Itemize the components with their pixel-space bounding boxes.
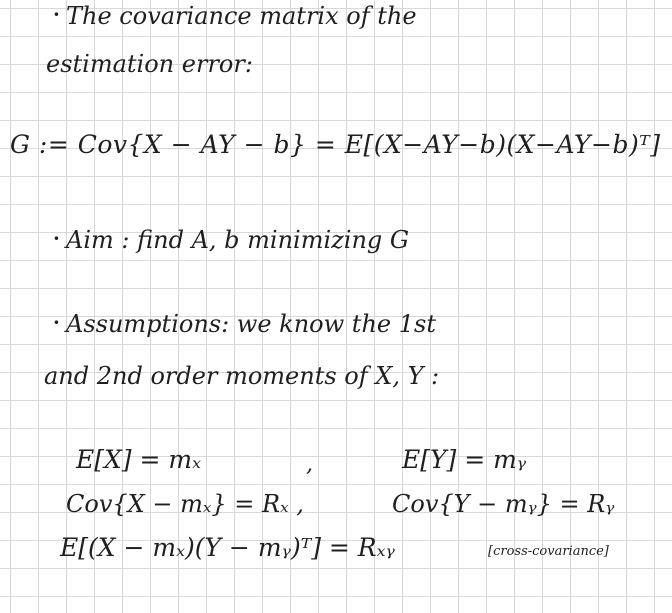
covariance-definition-equation: G := Cov{X − AY − b} = E[(X−AY−b)(X−AY−b)ᵀ]: [10, 130, 661, 159]
mean-x-equation: E[X] = mₓ: [76, 445, 201, 474]
heading-line-2: estimation error:: [46, 50, 253, 78]
cov-x-equation: Cov{X − mₓ} = Rₓ ,: [66, 490, 304, 518]
mean-separator: ,: [306, 452, 313, 477]
cov-y-equation: Cov{Y − mᵧ} = Rᵧ: [392, 490, 615, 518]
cross-covariance-label: [cross-covariance]: [488, 544, 609, 559]
assumptions-line-2: and 2nd order moments of X, Y :: [44, 362, 440, 390]
cross-covariance-equation: E[(X − mₓ)(Y − mᵧ)ᵀ] = Rₓᵧ: [60, 533, 395, 562]
heading-line-1: · The covariance matrix of the: [66, 2, 417, 30]
mean-y-equation: E[Y] = mᵧ: [402, 445, 527, 474]
assumptions-line-1: · Assumptions: we know the 1st: [66, 310, 436, 338]
aim-statement: · Aim : find A, b minimizing G: [66, 226, 409, 254]
